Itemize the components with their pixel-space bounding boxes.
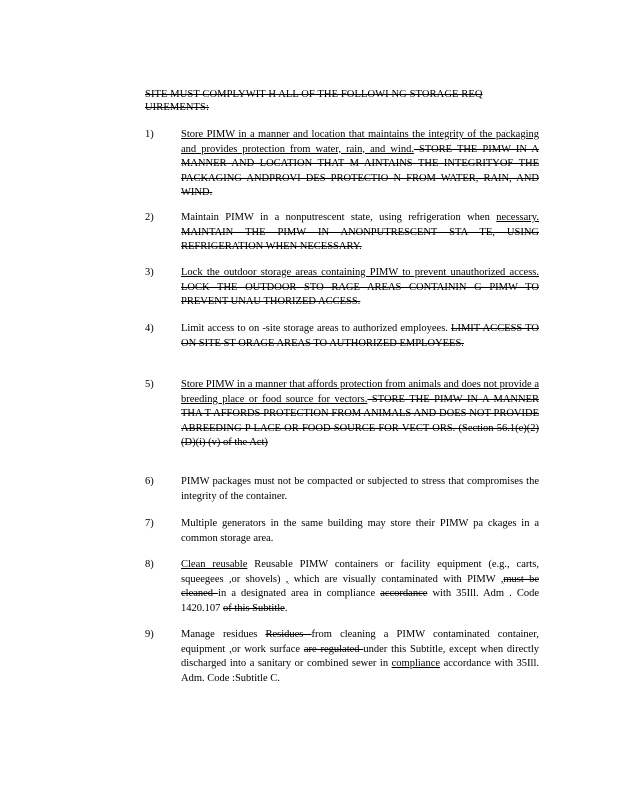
item-text-segment: MAINTAIN THE PIMW IN ANONPUTRESCENT STA TE, USING REFRIGERATION WHEN NECESSARY. <box>181 226 539 253</box>
item-text-segment: with 35Ill. Adm . Code 1420.107 <box>181 588 539 614</box>
storage-requirements-heading: SITE MUST COMPLYWIT H ALL OF THE FOLLOWI NG STORAGE REQ UIREMENTS: <box>145 89 483 113</box>
item-number: 1) <box>145 129 154 140</box>
item-text-segment: in a designated area in compliance <box>218 588 381 600</box>
item-number: 3) <box>145 267 154 278</box>
item-text-segment: or shovels) <box>231 573 286 585</box>
item-text-segment: Residues <box>265 629 312 640</box>
item-text-segment: Multiple generators in the same building may store their PIMW pa ckages in a common storage area. <box>181 518 539 544</box>
item-text-segment: accordance <box>380 588 428 600</box>
item-text-segment: accordance with 35Ill. Adm. Code :Subtitle C. <box>181 658 539 684</box>
item-text-segment: STORE THE PIMW IN A MANNER THA T AFFORDS PROTECTION FROM ANIMALS AND DOES NOT PROVIDE ABREEDING P LACE OR FOOD SOURCE FOR VECT ORS. (Section 56.1(e)(2)(D)(i) (v) of the Act) <box>181 393 539 449</box>
item-text-segment: . <box>284 602 288 614</box>
item-text-segment: or work surface <box>231 643 304 655</box>
item-text-segment: Store PIMW in a manner that affords protection from animals and does not provide a breeding place or food source for vectors. <box>181 379 539 405</box>
item-text-segment: which are visually contaminated with PIMW <box>288 573 501 585</box>
item-text-segment: , <box>228 573 232 585</box>
item-text <box>181 266 539 310</box>
item-text-segment: from cleaning a PIMW contaminated container, equipment <box>181 629 540 655</box>
item-text <box>181 475 539 504</box>
item-text <box>181 517 539 546</box>
item-number: 9) <box>145 629 154 640</box>
item-text-segment: Store PIMW in a manner and location that maintains the integrity of the packaging and provides protection from water, rain, and wind. <box>181 129 539 155</box>
item-text-segment: , <box>229 643 232 655</box>
item-text-segment: compliance <box>391 658 441 670</box>
item-number: 6) <box>145 476 154 487</box>
item-text <box>181 322 539 351</box>
item-text <box>181 128 539 201</box>
item-text-segment: , <box>500 573 504 585</box>
item-text-segment: Manage residues <box>181 629 266 640</box>
item-number: 7) <box>145 518 154 529</box>
item-text-segment: Maintain PIMW in a nonputrescent state, using refrigeration when <box>181 212 497 223</box>
item-text <box>181 558 539 616</box>
item-text <box>181 378 539 451</box>
item-text <box>181 628 539 686</box>
item-number: 4) <box>145 323 154 334</box>
item-text-segment: , <box>285 573 289 585</box>
item-text-segment: under this Subtitle, except when directly discharged into a sanitary or combined sewer in <box>181 643 539 670</box>
item-text-segment: LIMIT ACCESS TO ON SITE ST ORAGE AREAS TO AUTHORIZED EMPLOYEES. <box>181 323 539 349</box>
item-text-segment: Limit access to on -site storage areas to authorized employees. <box>181 323 452 334</box>
item-text-segment: PIMW packages must not be compacted or subjected to stress that compromises the integrity of the container. <box>181 476 539 502</box>
item-text-segment: Clean reusable <box>181 559 248 570</box>
item-text-segment: Reusable PIMW containers or facility equipment (e.g., carts, squeegees <box>181 559 539 585</box>
item-number: 8) <box>145 559 154 570</box>
item-text-segment: Lock the outdoor storage areas containing PIMW to prevent unauthorized access. <box>181 267 539 278</box>
item-number: 2) <box>145 212 154 223</box>
item-text-segment: must be cleaned <box>181 573 539 600</box>
item-text-segment: LOCK THE OUTDOOR STO RAGE AREAS CONTAININ G PIMW TO PREVENT UNAU THORIZED ACCESS. <box>181 281 539 308</box>
item-text-segment: STORE THE PIMW IN A MANNER AND LOCATION THAT M AINTAINS THE INTEGRITYOF THE PACKAGING ANDPROVI DES PROTECTIO N FROM WATER, RAIN, AND WIND. <box>181 143 539 199</box>
item-text-segment: are regulated <box>303 643 364 655</box>
item-text-segment: necessary. <box>496 212 539 223</box>
item-number: 5) <box>145 379 154 390</box>
item-text <box>181 211 539 255</box>
item-text-segment: of this Subtitle <box>223 602 285 614</box>
